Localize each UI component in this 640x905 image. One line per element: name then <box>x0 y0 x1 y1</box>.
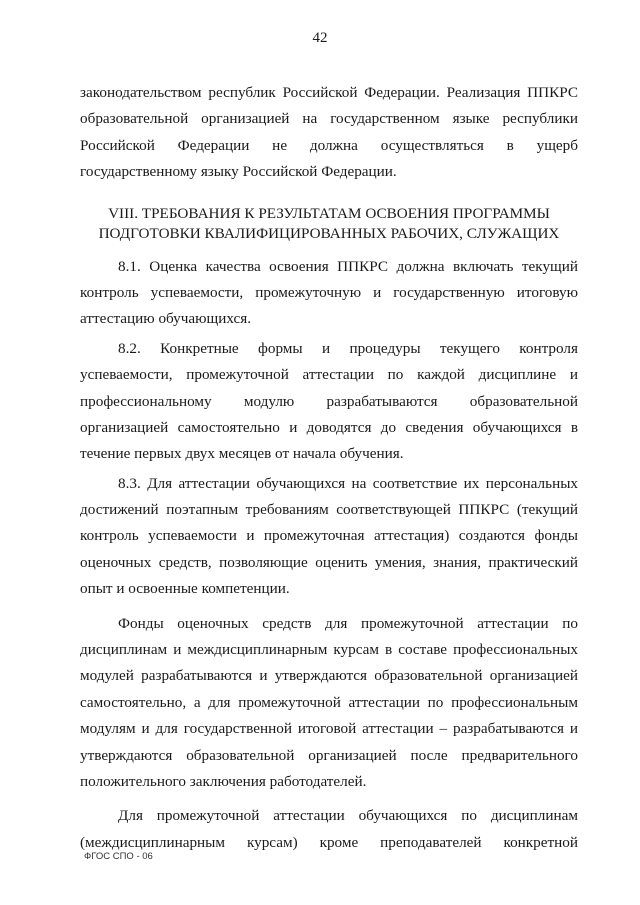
text-line: опыт и освоенные компетенции. <box>80 580 290 598</box>
text-line: 8.2. Конкретные формы и процедуры текущего контроля <box>118 339 578 357</box>
text-line: контроль успеваемости, промежуточную и государственную итоговую <box>80 283 578 301</box>
heading-line: VIII. ТРЕБОВАНИЯ К РЕЗУЛЬТАТАМ ОСВОЕНИЯ ПРОГРАММЫ <box>108 204 550 222</box>
paragraph-8-1 <box>80 254 578 333</box>
text-line: законодательством республик Российской Федерации. Реализация ППКРС <box>80 84 578 101</box>
heading-line: ПОДГОТОВКИ КВАЛИФИЦИРОВАННЫХ РАБОЧИХ, СЛУЖАЩИХ <box>98 224 560 242</box>
text-line: дисциплинам и междисциплинарным курсам в составе профессиональных <box>80 641 578 659</box>
paragraph-8-3 <box>80 471 578 603</box>
text-line: государственному языку Российской Федерации. <box>80 163 397 181</box>
text-line: положительного заключения работодателей. <box>80 772 367 790</box>
text-line: (междисциплинарным курсам) кроме преподавателей конкретной <box>80 833 578 851</box>
text-line: модулям и для государственной итоговой аттестации – разрабатываются и <box>80 720 578 738</box>
text-line: профессиональному модулю разрабатываются образовательной <box>80 392 578 410</box>
text-line: Фонды оценочных средств для промежуточной аттестации по <box>118 614 578 632</box>
text-line: контроль успеваемости и промежуточная аттестация) создаются фонды <box>80 527 578 545</box>
text-line: успеваемости, промежуточной аттестации по каждой дисциплине и <box>80 366 578 384</box>
paragraph-continuation <box>80 80 578 186</box>
text-line: аттестацию обучающихся. <box>80 310 252 328</box>
page-number: 42 <box>312 30 328 46</box>
text-line: самостоятельно, а для промежуточной аттестации по профессиональным <box>80 693 578 711</box>
paragraph-8-2 <box>80 336 578 468</box>
text-line: 8.1. Оценка качества освоения ППКРС должна включать текущий <box>118 257 578 275</box>
text-line: образовательной организацией на государственном языке республики <box>80 110 578 128</box>
paragraph-intermediate-assessment <box>80 803 578 856</box>
footer-code: ФГОС СПО - 06 <box>84 851 153 862</box>
text-line: Российской Федерации не должна осуществляться в ущерб <box>80 136 578 154</box>
paragraph-assessment-funds <box>80 611 578 796</box>
text-line: 8.3. Для аттестации обучающихся на соответствие их персональных <box>118 474 578 492</box>
text-line: Для промежуточной аттестации обучающихся по дисциплинам <box>118 807 578 825</box>
text-line: достижений поэтапным требованиям соответствующей ППКРС (текущий <box>80 501 578 519</box>
text-line: организацией самостоятельно и доводятся до сведения обучающихся в <box>80 418 578 436</box>
text-line: течение первых двух месяцев от начала обучения. <box>80 445 404 463</box>
section-heading <box>80 204 578 244</box>
text-line: модулей разрабатываются и утверждаются образовательной организацией <box>80 667 578 685</box>
text-line: утверждаются образовательной организацией после предварительного <box>80 746 578 764</box>
document-body <box>80 80 578 856</box>
text-line: оценочных средств, позволяющие оценить умения, знания, практический <box>80 553 578 571</box>
